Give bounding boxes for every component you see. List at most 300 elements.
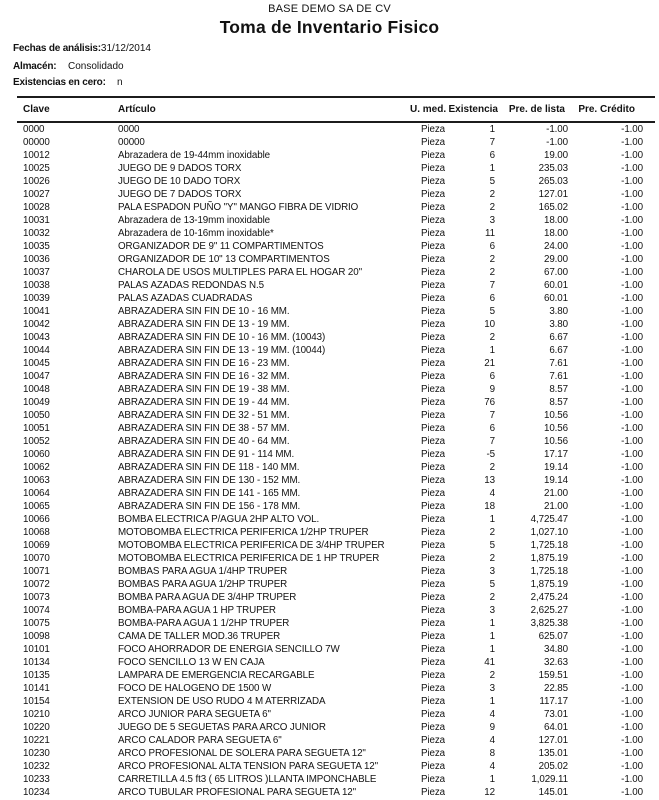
clave-cell: 10039 xyxy=(23,293,50,304)
table-row xyxy=(17,201,655,214)
articulo-cell: JUEGO DE 5 SEGUETAS PARA ARCO JUNIOR xyxy=(118,722,326,733)
clave-cell: 10041 xyxy=(23,306,50,317)
articulo-cell: ABRAZADERA SIN FIN DE 118 - 140 MM. xyxy=(118,462,300,473)
existencia-cell: 2 xyxy=(489,462,495,473)
table-row xyxy=(17,435,655,448)
clave-cell: 10031 xyxy=(23,215,50,226)
articulo-cell: ARCO CALADOR PARA SEGUETA 6" xyxy=(118,735,282,746)
clave-cell: 10028 xyxy=(23,202,50,213)
umed-cell: Pieza xyxy=(420,787,445,798)
clave-cell: 10230 xyxy=(23,748,50,759)
umed-cell: Pieza xyxy=(420,579,445,590)
table-row xyxy=(17,448,655,461)
existencia-cell: 3 xyxy=(489,566,495,577)
clave-cell: 10098 xyxy=(23,631,50,642)
filter-almacen xyxy=(13,60,659,73)
articulo-cell: Abrazadera de 13-19mm inoxidable xyxy=(118,215,271,226)
report-filters xyxy=(13,42,659,89)
umed-cell: Pieza xyxy=(420,748,445,759)
articulo-cell: LAMPARA DE EMERGENCIA RECARGABLE xyxy=(118,670,315,681)
pre-credito-cell: -1.00 xyxy=(621,553,643,564)
existencia-cell: 2 xyxy=(489,202,495,213)
umed-cell: Pieza xyxy=(420,449,445,460)
articulo-cell: ORGANIZADOR DE 10" 13 COMPARTIMENTOS xyxy=(118,254,330,265)
pre-lista-cell: 60.01 xyxy=(543,280,568,291)
umed-cell: Pieza xyxy=(420,709,445,720)
articulo-cell: ABRAZADERA SIN FIN DE 13 - 19 MM. xyxy=(118,319,290,330)
table-row xyxy=(17,292,655,305)
articulo-cell: 0000 xyxy=(118,124,140,135)
table-row xyxy=(17,656,655,669)
umed-cell: Pieza xyxy=(420,631,445,642)
existencia-cell: 6 xyxy=(489,241,495,252)
existencia-cell: 2 xyxy=(489,553,495,564)
table-row xyxy=(17,136,655,149)
filter-label: Fechas de análisis: xyxy=(13,43,101,54)
umed-cell: Pieza xyxy=(420,410,445,421)
umed-cell: Pieza xyxy=(420,592,445,603)
existencia-cell: 6 xyxy=(489,150,495,161)
table-row xyxy=(17,175,655,188)
umed-cell: Pieza xyxy=(420,215,445,226)
clave-cell: 10070 xyxy=(23,553,50,564)
filter-label: Almacén: xyxy=(13,61,57,72)
articulo-cell: BOMBAS PARA AGUA 1/2HP TRUPER xyxy=(118,579,288,590)
articulo-cell: MOTOBOMBA ELECTRICA PERIFERICA DE 1 HP TRUPER xyxy=(118,553,380,564)
existencia-cell: 11 xyxy=(485,228,495,239)
existencia-cell: 4 xyxy=(489,488,495,499)
clave-cell: 10044 xyxy=(23,345,50,356)
pre-credito-cell: -1.00 xyxy=(621,449,643,460)
pre-lista-cell: 3,825.38 xyxy=(530,618,568,629)
pre-lista-cell: 625.07 xyxy=(538,631,568,642)
filter-value: 31/12/2014 xyxy=(100,43,151,54)
table-row xyxy=(17,253,655,266)
umed-cell: Pieza xyxy=(420,696,445,707)
table-row xyxy=(17,500,655,513)
table-row xyxy=(17,617,655,630)
existencia-cell: 21 xyxy=(484,358,495,369)
table-row xyxy=(17,240,655,253)
pre-lista-cell: 3.80 xyxy=(549,319,568,330)
articulo-cell: Abrazadera de 19-44mm inoxidable xyxy=(118,150,271,161)
pre-lista-cell: 6.67 xyxy=(549,332,568,343)
umed-cell: Pieza xyxy=(420,228,445,239)
filter-value: Consolidado xyxy=(68,61,124,72)
pre-lista-cell: 10.56 xyxy=(543,410,568,421)
pre-credito-cell: -1.00 xyxy=(621,735,643,746)
articulo-cell: BOMBA-PARA AGUA 1 HP TRUPER xyxy=(118,605,276,616)
articulo-cell: ABRAZADERA SIN FIN DE 91 - 114 MM. xyxy=(118,449,295,460)
clave-cell: 10066 xyxy=(23,514,50,525)
table-row xyxy=(17,604,655,617)
table-row xyxy=(17,122,655,136)
clave-cell: 10075 xyxy=(23,618,50,629)
articulo-cell: Abrazadera de 10-16mm inoxidable* xyxy=(118,228,274,239)
clave-cell: 10234 xyxy=(23,787,50,798)
pre-credito-cell: -1.00 xyxy=(621,605,643,616)
pre-lista-cell: 32.63 xyxy=(543,657,568,668)
pre-lista-cell: 1,725.18 xyxy=(530,566,568,577)
umed-cell: Pieza xyxy=(420,345,445,356)
pre-lista-cell: 205.02 xyxy=(538,761,568,772)
clave-cell: 10042 xyxy=(23,319,50,330)
pre-lista-cell: 159.51 xyxy=(538,670,568,681)
pre-credito-cell: -1.00 xyxy=(621,371,643,382)
clave-cell: 10233 xyxy=(23,774,50,785)
table-row xyxy=(17,383,655,396)
table-row xyxy=(17,357,655,370)
table-row xyxy=(17,422,655,435)
pre-lista-cell: 60.01 xyxy=(543,293,568,304)
articulo-cell: ARCO PROFESIONAL DE SOLERA PARA SEGUETA 12" xyxy=(118,748,366,759)
existencia-cell: 2 xyxy=(489,254,495,265)
pre-credito-cell: -1.00 xyxy=(621,332,643,343)
clave-cell: 10050 xyxy=(23,410,50,421)
pre-credito-cell: -1.00 xyxy=(621,722,643,733)
pre-credito-cell: -1.00 xyxy=(621,293,643,304)
pre-credito-cell: -1.00 xyxy=(621,566,643,577)
existencia-cell: 5 xyxy=(489,176,495,187)
existencia-cell: 1 xyxy=(489,644,495,655)
umed-cell: Pieza xyxy=(420,137,445,148)
existencia-cell: 1 xyxy=(489,774,495,785)
table-row xyxy=(17,396,655,409)
pre-credito-cell: -1.00 xyxy=(621,592,643,603)
umed-cell: Pieza xyxy=(420,761,445,772)
articulo-cell: CARRETILLA 4.5 ft3 ( 65 LITROS )LLANTA IMPONCHABLE xyxy=(118,774,377,785)
umed-cell: Pieza xyxy=(420,124,445,135)
articulo-cell: ARCO TUBULAR PROFESIONAL PARA SEGUETA 12" xyxy=(118,787,357,798)
articulo-cell: PALA ESPADON PUÑO "Y" MANGO FIBRA DE VIDRIO xyxy=(118,202,359,213)
clave-cell: 10047 xyxy=(23,371,50,382)
clave-cell: 10032 xyxy=(23,228,50,239)
umed-cell: Pieza xyxy=(420,657,445,668)
clave-cell: 10141 xyxy=(23,683,50,694)
clave-cell: 10048 xyxy=(23,384,50,395)
existencia-cell: 4 xyxy=(489,709,495,720)
clave-cell: 10232 xyxy=(23,761,50,772)
articulo-cell: BOMBA PARA AGUA DE 3/4HP TRUPER xyxy=(118,592,297,603)
articulo-cell: PALAS AZADAS REDONDAS N.5 xyxy=(118,280,264,291)
pre-credito-cell: -1.00 xyxy=(621,761,643,772)
pre-credito-cell: -1.00 xyxy=(621,631,643,642)
articulo-cell: ABRAZADERA SIN FIN DE 10 - 16 MM. xyxy=(118,306,290,317)
umed-cell: Pieza xyxy=(420,514,445,525)
pre-lista-cell: 1,029.11 xyxy=(531,774,568,785)
pre-lista-cell: 10.56 xyxy=(543,436,568,447)
existencia-cell: 2 xyxy=(489,527,495,538)
umed-cell: Pieza xyxy=(420,774,445,785)
filter-fechas-analisis xyxy=(13,42,659,55)
existencia-cell: 18 xyxy=(484,501,495,512)
pre-lista-cell: 22.85 xyxy=(543,683,568,694)
articulo-cell: ABRAZADERA SIN FIN DE 40 - 64 MM. xyxy=(118,436,290,447)
existencia-cell: 5 xyxy=(489,540,495,551)
umed-cell: Pieza xyxy=(420,618,445,629)
pre-credito-cell: -1.00 xyxy=(621,488,643,499)
pre-lista-cell: 135.01 xyxy=(538,748,568,759)
clave-cell: 10074 xyxy=(23,605,50,616)
pre-lista-cell: 73.01 xyxy=(543,709,568,720)
pre-credito-cell: -1.00 xyxy=(621,748,643,759)
articulo-cell: FOCO DE HALOGENO DE 1500 W xyxy=(118,683,272,694)
table-row xyxy=(17,747,655,760)
pre-credito-cell: -1.00 xyxy=(621,774,643,785)
clave-cell: 10062 xyxy=(23,462,50,473)
pre-credito-cell: -1.00 xyxy=(621,319,643,330)
umed-cell: Pieza xyxy=(420,475,445,486)
table-row xyxy=(17,279,655,292)
articulo-cell: EXTENSION DE USO RUDO 4 M ATERRIZADA xyxy=(118,696,326,707)
clave-cell: 10012 xyxy=(23,150,50,161)
pre-credito-cell: -1.00 xyxy=(621,267,643,278)
table-row xyxy=(17,578,655,591)
table-row xyxy=(17,669,655,682)
existencia-cell: 41 xyxy=(484,657,495,668)
pre-credito-cell: -1.00 xyxy=(621,384,643,395)
column-header-articulo: Artículo xyxy=(112,97,410,122)
umed-cell: Pieza xyxy=(420,501,445,512)
pre-credito-cell: -1.00 xyxy=(621,410,643,421)
clave-cell: 10027 xyxy=(23,189,50,200)
pre-credito-cell: -1.00 xyxy=(621,579,643,590)
clave-cell: 10064 xyxy=(23,488,50,499)
articulo-cell: ABRAZADERA SIN FIN DE 32 - 51 MM. xyxy=(118,410,290,421)
table-row xyxy=(17,227,655,240)
articulo-cell: JUEGO DE 9 DADOS TORX xyxy=(118,163,242,174)
pre-credito-cell: -1.00 xyxy=(621,436,643,447)
clave-cell: 10026 xyxy=(23,176,50,187)
clave-cell: 10060 xyxy=(23,449,50,460)
table-row xyxy=(17,266,655,279)
table-row xyxy=(17,682,655,695)
pre-credito-cell: -1.00 xyxy=(621,202,643,213)
clave-cell: 10135 xyxy=(23,670,50,681)
pre-lista-cell: 4,725.47 xyxy=(530,514,568,525)
pre-credito-cell: -1.00 xyxy=(621,618,643,629)
pre-lista-cell: 1,875.19 xyxy=(530,553,568,564)
umed-cell: Pieza xyxy=(420,241,445,252)
articulo-cell: ABRAZADERA SIN FIN DE 10 - 16 MM. (10043) xyxy=(118,332,326,343)
table-row xyxy=(17,734,655,747)
pre-lista-cell: 165.02 xyxy=(538,202,568,213)
table-row xyxy=(17,214,655,227)
table-row xyxy=(17,461,655,474)
umed-cell: Pieza xyxy=(420,670,445,681)
table-row xyxy=(17,344,655,357)
existencia-cell: 13 xyxy=(484,475,495,486)
existencia-cell: 5 xyxy=(489,306,495,317)
umed-cell: Pieza xyxy=(420,358,445,369)
table-row xyxy=(17,552,655,565)
pre-lista-cell: 8.57 xyxy=(549,397,568,408)
filter-label: Existencias en cero: xyxy=(13,77,106,88)
umed-cell: Pieza xyxy=(420,254,445,265)
pre-credito-cell: -1.00 xyxy=(621,150,643,161)
existencia-cell: 1 xyxy=(489,696,495,707)
existencia-cell: 2 xyxy=(489,592,495,603)
column-header-pre-credito: Pre. Crédito xyxy=(568,97,655,122)
existencia-cell: 76 xyxy=(484,397,495,408)
existencia-cell: 2 xyxy=(489,189,495,200)
table-row xyxy=(17,643,655,656)
inventory-table xyxy=(17,96,655,799)
articulo-cell: MOTOBOMBA ELECTRICA PERIFERICA DE 3/4HP TRUPER xyxy=(118,540,385,551)
umed-cell: Pieza xyxy=(420,176,445,187)
existencia-cell: 1 xyxy=(489,618,495,629)
clave-cell: 10069 xyxy=(23,540,50,551)
existencia-cell: 2 xyxy=(489,267,495,278)
clave-cell: 10071 xyxy=(23,566,50,577)
articulo-cell: CHAROLA DE USOS MULTIPLES PARA EL HOGAR 20" xyxy=(118,267,362,278)
clave-cell: 10154 xyxy=(23,696,50,707)
existencia-cell: 7 xyxy=(489,410,495,421)
pre-lista-cell: 29.00 xyxy=(543,254,568,265)
report-title: Toma de Inventario Fisico xyxy=(219,17,440,37)
umed-cell: Pieza xyxy=(420,332,445,343)
existencia-cell: 2 xyxy=(489,332,495,343)
existencia-cell: 1 xyxy=(489,124,495,135)
existencia-cell: 3 xyxy=(489,605,495,616)
table-row xyxy=(17,539,655,552)
pre-credito-cell: -1.00 xyxy=(621,696,643,707)
existencia-cell: 7 xyxy=(489,280,495,291)
articulo-cell: ABRAZADERA SIN FIN DE 16 - 23 MM. xyxy=(118,358,290,369)
articulo-cell: ABRAZADERA SIN FIN DE 19 - 38 MM. xyxy=(118,384,290,395)
pre-credito-cell: -1.00 xyxy=(621,462,643,473)
pre-lista-cell: 2,475.24 xyxy=(530,592,568,603)
pre-lista-cell: 265.03 xyxy=(538,176,568,187)
pre-lista-cell: 19.14 xyxy=(543,462,568,473)
articulo-cell: ARCO PROFESIONAL ALTA TENSION PARA SEGUETA 12" xyxy=(118,761,379,772)
clave-cell: 10052 xyxy=(23,436,50,447)
articulo-cell: CAMA DE TALLER MOD.36 TRUPER xyxy=(118,631,281,642)
umed-cell: Pieza xyxy=(420,540,445,551)
existencia-cell: 4 xyxy=(489,735,495,746)
articulo-cell: MOTOBOMBA ELECTRICA PERIFERICA 1/2HP TRUPER xyxy=(118,527,369,538)
pre-lista-cell: 3.80 xyxy=(549,306,568,317)
umed-cell: Pieza xyxy=(420,735,445,746)
pre-lista-cell: 21.00 xyxy=(543,501,568,512)
articulo-cell: BOMBA ELECTRICA P/AGUA 2HP ALTO VOL. xyxy=(118,514,320,525)
pre-credito-cell: -1.00 xyxy=(621,280,643,291)
articulo-cell: ABRAZADERA SIN FIN DE 16 - 32 MM. xyxy=(118,371,290,382)
pre-credito-cell: -1.00 xyxy=(621,501,643,512)
existencia-cell: 6 xyxy=(489,371,495,382)
existencia-cell: 9 xyxy=(489,722,495,733)
pre-lista-cell: 6.67 xyxy=(549,345,568,356)
clave-cell: 10072 xyxy=(23,579,50,590)
pre-lista-cell: 235.03 xyxy=(538,163,568,174)
existencia-cell: 6 xyxy=(489,293,495,304)
articulo-cell: ABRAZADERA SIN FIN DE 38 - 57 MM. xyxy=(118,423,290,434)
articulo-cell: ARCO JUNIOR PARA SEGUETA 6" xyxy=(118,709,271,720)
pre-credito-cell: -1.00 xyxy=(621,358,643,369)
table-row xyxy=(17,513,655,526)
existencia-cell: 10 xyxy=(484,319,495,330)
table-row xyxy=(17,630,655,643)
table-row xyxy=(17,409,655,422)
articulo-cell: ORGANIZADOR DE 9" 11 COMPARTIMENTOS xyxy=(118,241,324,252)
pre-lista-cell: 64.01 xyxy=(543,722,568,733)
clave-cell: 10038 xyxy=(23,280,50,291)
pre-lista-cell: 1,875.19 xyxy=(530,579,568,590)
pre-lista-cell: 67.00 xyxy=(543,267,568,278)
column-header-existencia: Existencia xyxy=(445,97,498,122)
filter-value: n xyxy=(117,77,123,88)
existencia-cell: 6 xyxy=(489,423,495,434)
articulo-cell: JUEGO DE 7 DADOS TORX xyxy=(118,189,242,200)
pre-lista-cell: 8.57 xyxy=(549,384,568,395)
column-header-umed: U. med. xyxy=(410,97,445,122)
existencia-cell: 9 xyxy=(489,384,495,395)
existencia-cell: 3 xyxy=(489,683,495,694)
pre-credito-cell: -1.00 xyxy=(621,683,643,694)
articulo-cell: PALAS AZADAS CUADRADAS xyxy=(118,293,253,304)
existencia-cell: 8 xyxy=(489,748,495,759)
filter-existencias-cero xyxy=(13,76,659,89)
umed-cell: Pieza xyxy=(420,202,445,213)
articulo-cell: ABRAZADERA SIN FIN DE 156 - 178 MM. xyxy=(118,501,301,512)
table-row xyxy=(17,487,655,500)
pre-lista-cell: 1,725.18 xyxy=(530,540,568,551)
articulo-cell: ABRAZADERA SIN FIN DE 130 - 152 MM. xyxy=(118,475,301,486)
clave-cell: 10035 xyxy=(23,241,50,252)
table-row xyxy=(17,149,655,162)
pre-lista-cell: 7.61 xyxy=(549,358,568,369)
pre-credito-cell: -1.00 xyxy=(621,397,643,408)
table-row xyxy=(17,162,655,175)
pre-lista-cell: 7.61 xyxy=(549,371,568,382)
pre-lista-cell: 2,625.27 xyxy=(530,605,568,616)
existencia-cell: 2 xyxy=(489,670,495,681)
pre-credito-cell: -1.00 xyxy=(621,163,643,174)
pre-credito-cell: -1.00 xyxy=(621,241,643,252)
articulo-cell: FOCO AHORRADOR DE ENERGIA SENCILLO 7W xyxy=(118,644,340,655)
articulo-cell: BOMBA-PARA AGUA 1 1/2HP TRUPER xyxy=(118,618,290,629)
umed-cell: Pieza xyxy=(420,722,445,733)
clave-cell: 10043 xyxy=(23,332,50,343)
articulo-cell: JUEGO DE 10 DADO TORX xyxy=(118,176,241,187)
pre-credito-cell: -1.00 xyxy=(621,670,643,681)
pre-credito-cell: -1.00 xyxy=(621,254,643,265)
clave-cell: 10051 xyxy=(23,423,50,434)
table-header xyxy=(17,97,655,122)
umed-cell: Pieza xyxy=(420,683,445,694)
pre-lista-cell: 18.00 xyxy=(543,215,568,226)
clave-cell: 0000 xyxy=(23,124,45,135)
existencia-cell: 3 xyxy=(489,215,495,226)
existencia-cell: 1 xyxy=(489,345,495,356)
pre-credito-cell: -1.00 xyxy=(621,475,643,486)
clave-cell: 10025 xyxy=(23,163,50,174)
table-row xyxy=(17,786,655,799)
umed-cell: Pieza xyxy=(420,462,445,473)
existencia-cell: 4 xyxy=(489,761,495,772)
clave-cell: 10220 xyxy=(23,722,50,733)
pre-lista-cell: 24.00 xyxy=(543,241,568,252)
umed-cell: Pieza xyxy=(420,293,445,304)
clave-cell: 10063 xyxy=(23,475,50,486)
umed-cell: Pieza xyxy=(420,436,445,447)
umed-cell: Pieza xyxy=(420,527,445,538)
pre-lista-cell: 34.80 xyxy=(543,644,568,655)
table-row xyxy=(17,760,655,773)
table-row xyxy=(17,708,655,721)
pre-credito-cell: -1.00 xyxy=(621,787,643,798)
pre-lista-cell: 21.00 xyxy=(543,488,568,499)
